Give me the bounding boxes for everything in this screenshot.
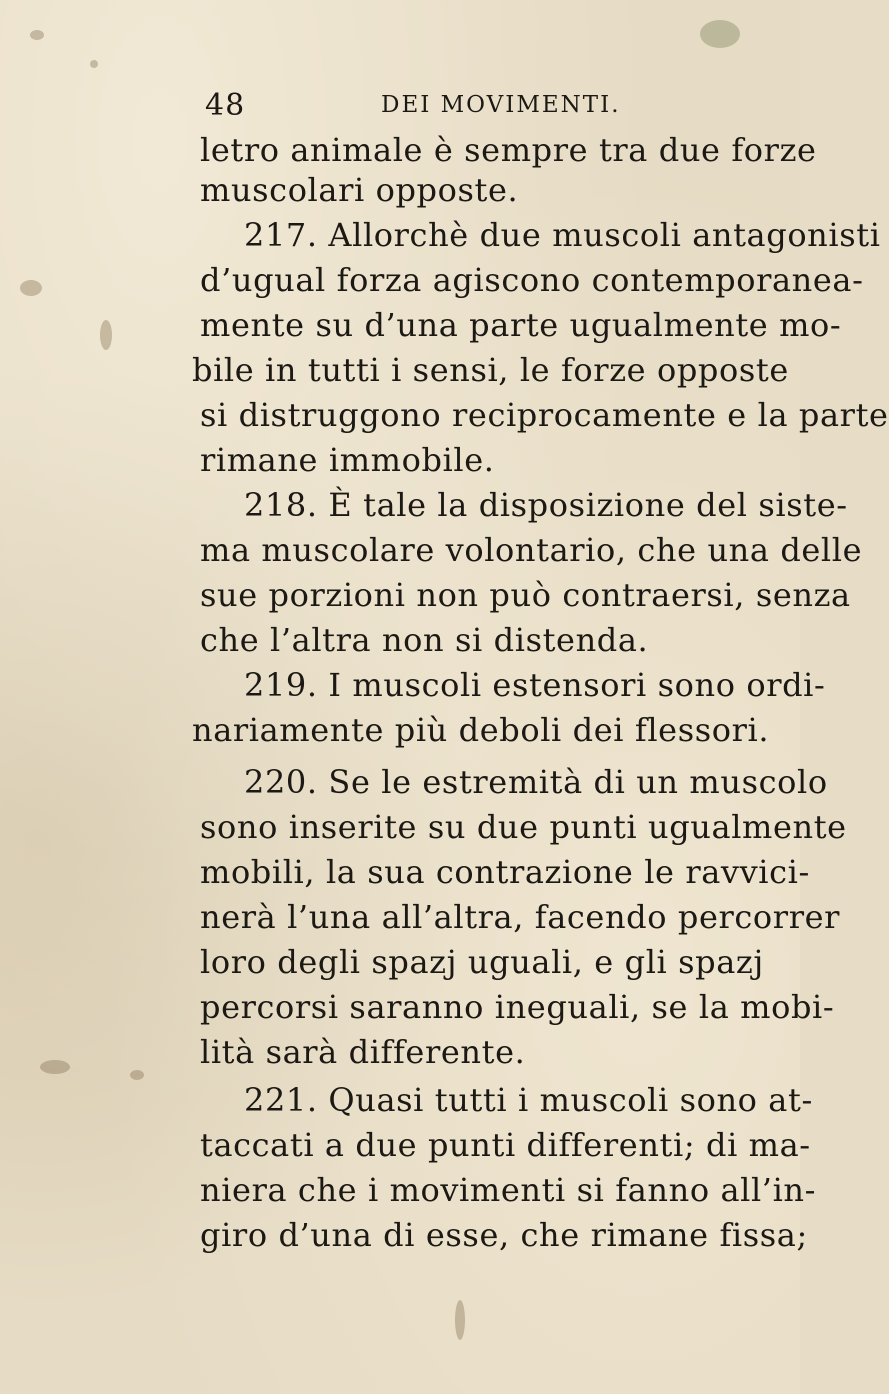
paper-stain bbox=[455, 1300, 465, 1340]
text-line: giro d’una di esse, che rimane fissa; bbox=[200, 1216, 808, 1254]
text-line: lità sarà differente. bbox=[200, 1033, 526, 1071]
paper-stain bbox=[30, 30, 44, 40]
text-line: mobili, la sua contrazione le ravvici- bbox=[200, 853, 810, 891]
text-line: rimane immobile. bbox=[200, 441, 495, 479]
paper-stain bbox=[100, 320, 112, 350]
text-line: taccati a due punti differenti; di ma- bbox=[200, 1126, 811, 1164]
text-line: nerà l’una all’altra, facendo percorrer bbox=[200, 898, 841, 936]
page-number: 48 bbox=[205, 88, 246, 123]
text-line: ma muscolare volontario, che una delle bbox=[200, 531, 863, 569]
paragraph-219-start: 219. I muscoli estensori sono ordi- bbox=[244, 666, 826, 704]
text-line: letro animale è sempre tra due forze bbox=[200, 131, 817, 169]
paragraph-220-start: 220. Se le estremità di un muscolo bbox=[244, 763, 828, 801]
text-line: si distruggono reciprocamente e la parte bbox=[200, 396, 889, 434]
text-line: che l’altra non si distenda. bbox=[200, 621, 649, 659]
paragraph-218-start: 218. È tale la disposizione del siste- bbox=[244, 486, 848, 524]
paragraph-217-start: 217. Allorchè due muscoli antagonisti bbox=[244, 216, 881, 254]
paragraph-221-start: 221. Quasi tutti i muscoli sono at- bbox=[244, 1081, 813, 1119]
running-head: DEI MOVIMENTI. bbox=[381, 92, 621, 118]
paper-stain bbox=[700, 20, 740, 48]
paper-stain bbox=[40, 1060, 70, 1074]
text-line: niera che i movimenti si fanno all’in- bbox=[200, 1171, 817, 1209]
text-line: mente su d’una parte ugualmente mo- bbox=[200, 306, 842, 344]
text-line: bile in tutti i sensi, le forze opposte bbox=[192, 351, 789, 389]
paper-stain bbox=[20, 280, 42, 296]
text-line: sue porzioni non può contraersi, senza bbox=[200, 576, 851, 614]
text-line: percorsi saranno ineguali, se la mobi- bbox=[200, 988, 835, 1026]
text-line: nariamente più deboli dei flessori. bbox=[192, 711, 770, 749]
text-line: sono inserite su due punti ugualmente bbox=[200, 808, 847, 846]
text-line: muscolari opposte. bbox=[200, 171, 519, 209]
page-header bbox=[205, 88, 765, 132]
text-line: loro degli spazj uguali, e gli spazj bbox=[200, 943, 764, 981]
text-line: d’ugual forza agiscono contemporanea- bbox=[200, 261, 864, 299]
paper-stain bbox=[90, 60, 98, 68]
paper-stain bbox=[130, 1070, 144, 1080]
